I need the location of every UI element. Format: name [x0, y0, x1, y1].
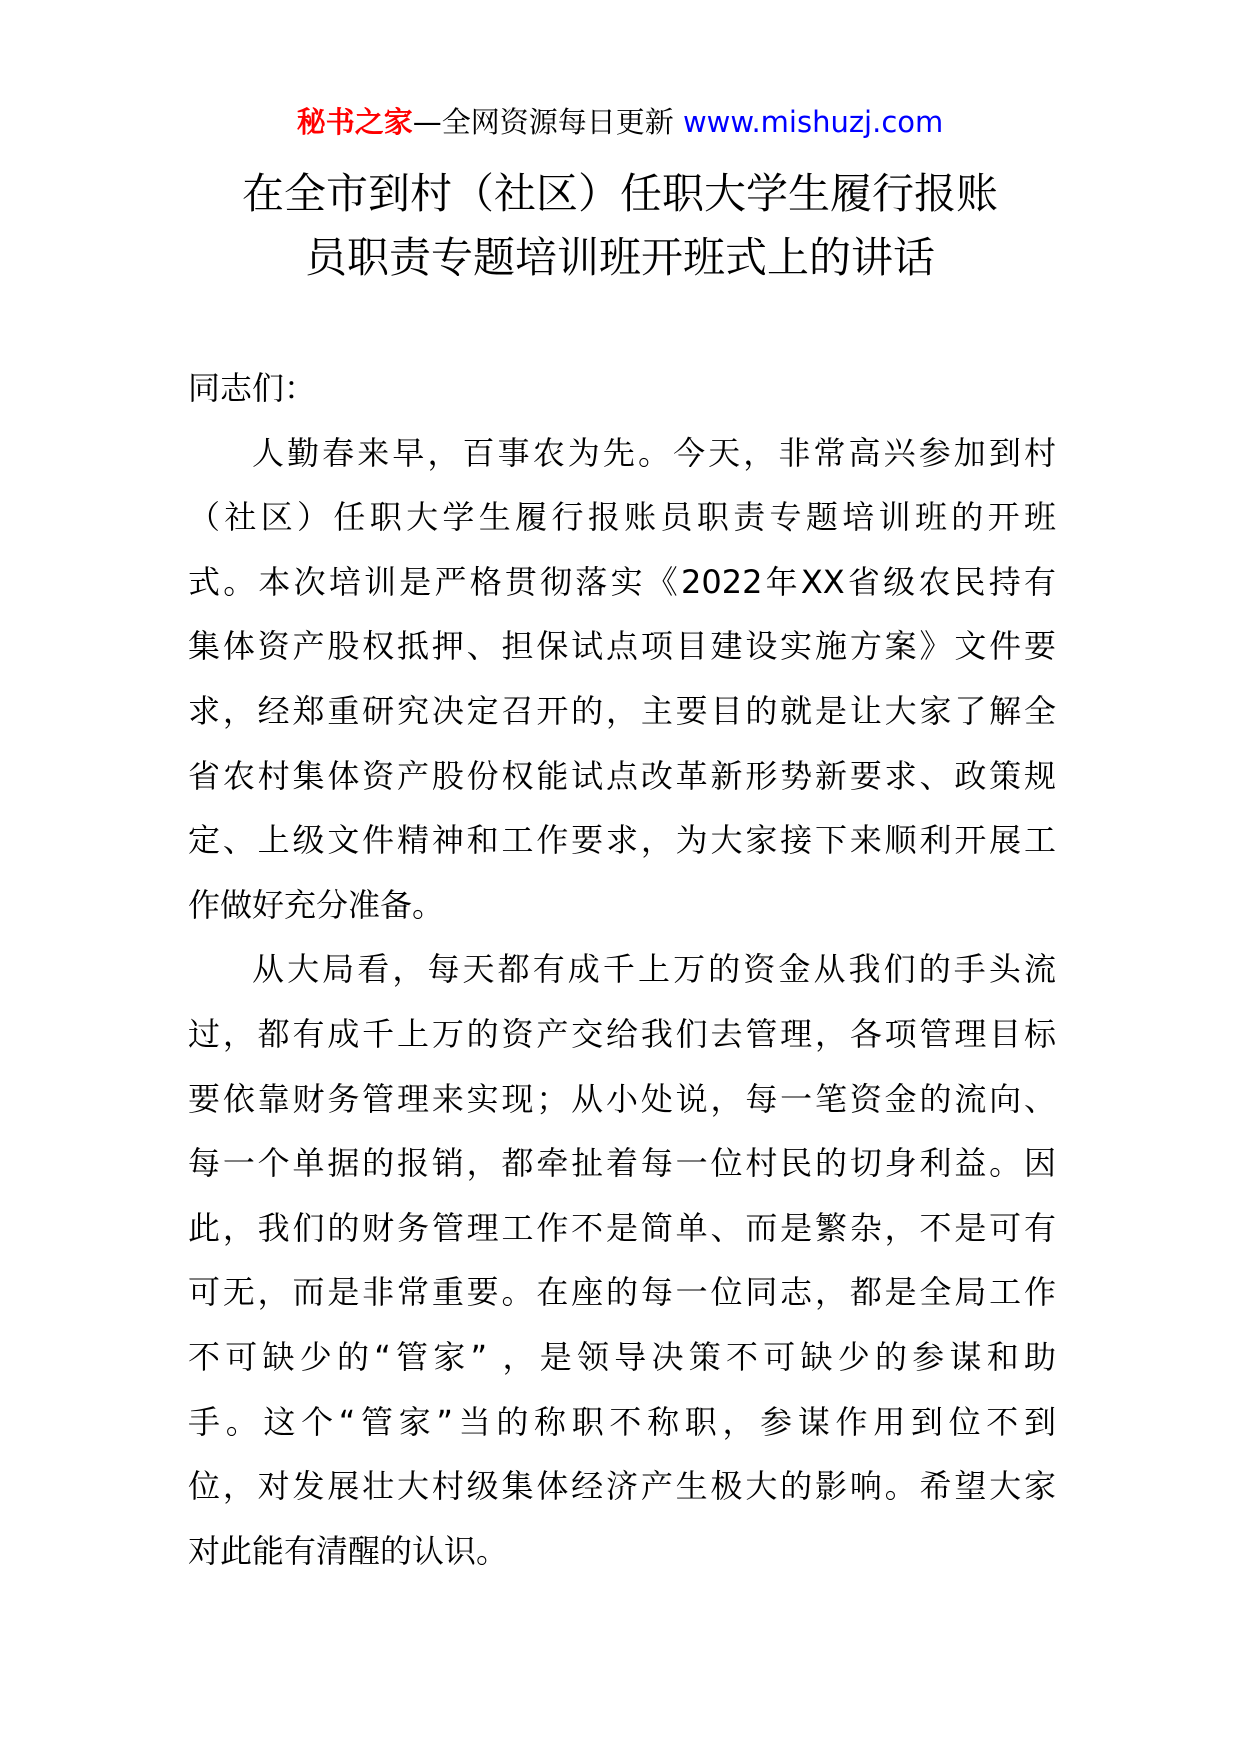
paragraph-line: 人勤春来早，百事农为先。今天，非常高兴参加到村	[252, 433, 1056, 472]
site-brand: 秘书之家	[296, 105, 413, 139]
document-body	[188, 356, 1056, 1583]
document-title	[0, 162, 1240, 290]
paragraph-line: 不可缺少的“管家” ，是领导决策不可缺少的参谋和助	[188, 1337, 1056, 1376]
paragraph-line: 从大局看，每天都有成千上万的资金从我们的手头流	[252, 950, 1056, 989]
paragraph-line: 此，我们的财务管理工作不是简单、而是繁杂，不是可有	[188, 1208, 1056, 1247]
paragraph-2	[188, 937, 1056, 1583]
paragraph-line: 每一个单据的报销，都牵扯着每一位村民的切身利益。因	[188, 1144, 1056, 1183]
paragraph-line: 位，对发展壮大村级集体经济产生极大的影响。希望大家	[188, 1467, 1056, 1506]
title-line-2: 员职责专题培训班开班式上的讲话	[304, 233, 935, 282]
salutation: 同志们：	[188, 369, 317, 407]
site-header	[0, 102, 1240, 142]
paragraph-line: 省农村集体资产股份权能试点改革新形势新要求、政策规	[188, 756, 1056, 795]
site-url-link[interactable]: www.mishuzj.com	[682, 105, 944, 139]
paragraph-line: 可无，而是非常重要。在座的每一位同志，都是全局工作	[188, 1273, 1056, 1312]
paragraph-line: 集体资产股权抵押、担保试点项目建设实施方案》文件要	[188, 627, 1056, 666]
paragraph-line: 求，经郑重研究决定召开的，主要目的就是让大家了解全	[188, 691, 1056, 730]
paragraph-line: 要依靠财务管理来实现；从小处说，每一笔资金的流向、	[188, 1079, 1056, 1118]
paragraph-1	[188, 421, 1056, 938]
paragraph-line: 对此能有清醒的认识。	[188, 1531, 509, 1570]
paragraph-line: 式。本次培训是严格贯彻落实《2022年XX省级农民持有	[188, 562, 1056, 601]
paragraph-line: （社区）任职大学生履行报账员职责专题培训班的开班	[188, 498, 1056, 537]
paragraph-line: 定、上级文件精神和工作要求，为大家接下来顺利开展工	[188, 821, 1056, 860]
site-tagline: —全网资源每日更新	[412, 105, 683, 139]
paragraph-line: 过，都有成千上万的资产交给我们去管理，各项管理目标	[188, 1014, 1056, 1053]
paragraph-line: 手。这个“管家”当的称职不称职，参谋作用到位不到	[188, 1402, 1056, 1441]
paragraph-line: 作做好充分准备。	[188, 885, 445, 924]
title-line-1: 在全市到村（社区）任职大学生履行报账	[241, 169, 998, 218]
